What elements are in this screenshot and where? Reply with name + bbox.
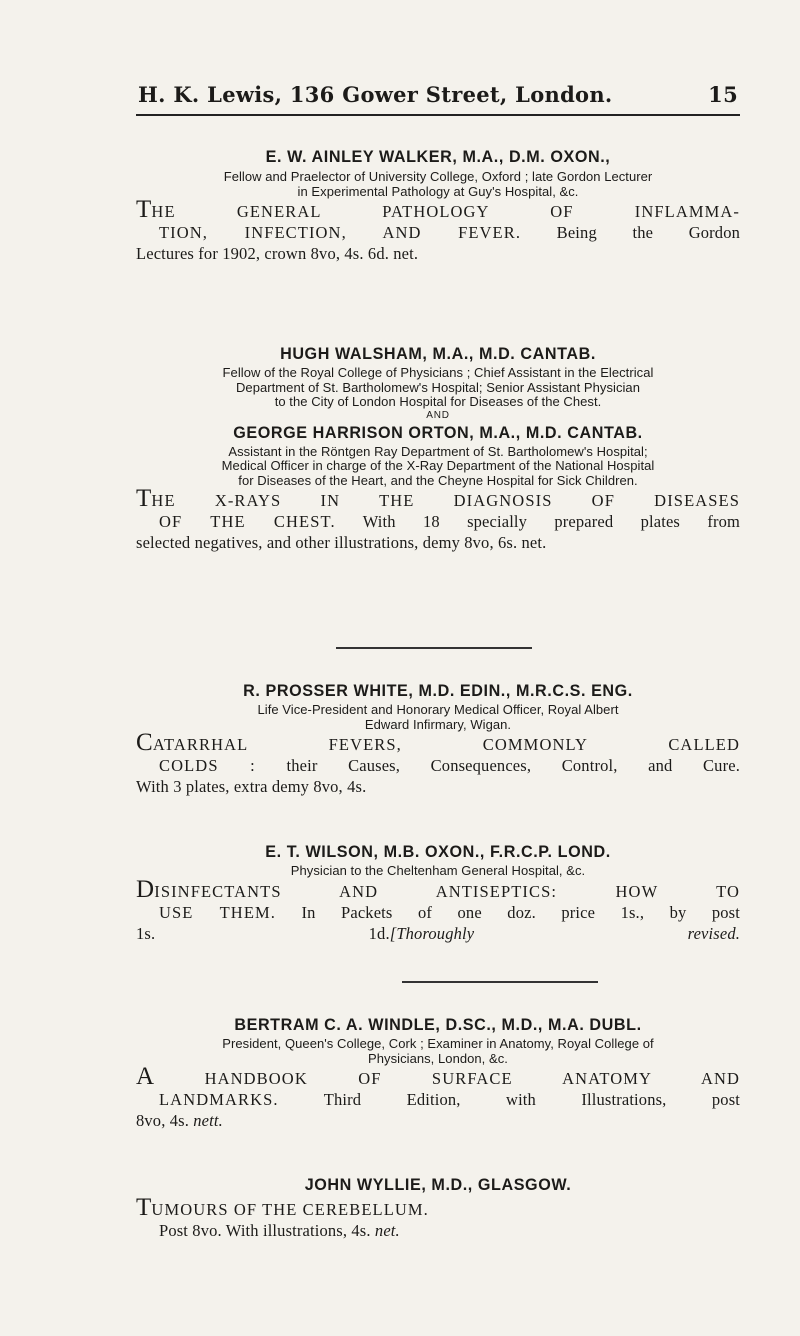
book-note: their Causes, Consequences, Control, and Cure. <box>255 756 740 775</box>
book-title: HE X-RAYS IN THE DIAGNOSIS OF DISEASES <box>151 491 740 510</box>
drop-initial: T <box>136 1194 152 1221</box>
co-author-name: GEORGE HARRISON ORTON, M.A., M.D. CANTAB. <box>233 422 643 442</box>
author-credentials <box>136 703 740 732</box>
book-description <box>136 729 740 797</box>
author-name: E. W. AINLEY WALKER, M.A., D.M. OXON., <box>265 147 611 166</box>
credential-line: Physician to the Cheltenham General Hospital, &c. <box>290 863 586 878</box>
header-rule <box>136 114 740 116</box>
drop-initial: C <box>136 729 153 756</box>
credential-line: to the City of London Hospital for Diseases of the Chest. <box>274 394 602 409</box>
author-name: E. T. WILSON, M.B. OXON., F.R.C.P. LOND. <box>265 842 611 861</box>
book-note: With 18 specially prepared plates from <box>335 512 740 531</box>
publisher-line: H. K. Lewis, 136 Gower Street, London. <box>138 82 613 107</box>
book-detail: Post 8vo. With illustrations, 4s. <box>159 1221 371 1240</box>
author-name: BERTRAM C. A. WINDLE, D.SC., M.D., M.A. DUBL. <box>234 1015 642 1034</box>
book-title: HANDBOOK OF SURFACE ANATOMY AND <box>154 1069 740 1088</box>
book-title: ISINFECTANTS AND ANTISEPTICS: HOW TO <box>154 881 740 901</box>
book-title-cont: OF THE CHEST. <box>159 512 336 531</box>
book-description <box>136 196 740 264</box>
price-note: nett. <box>189 1111 223 1130</box>
book-description <box>136 1063 740 1131</box>
book-title: UMOURS OF THE CEREBELLUM. <box>151 1200 429 1219</box>
drop-initial: D <box>136 875 155 903</box>
co-author-credentials <box>136 445 740 489</box>
book-detail: 8vo, 4s. <box>136 1111 189 1130</box>
entry-walsham-orton <box>136 343 740 553</box>
book-title: HE GENERAL PATHOLOGY OF INFLAMMA- <box>151 202 740 221</box>
revision-note: [Thoroughly revised. <box>389 923 740 943</box>
author-name: HUGH WALSHAM, M.A., M.D. CANTAB. <box>280 344 596 363</box>
price-note: net. <box>370 1221 400 1240</box>
author-credentials <box>136 1037 740 1066</box>
book-note: In Packets of one doz. price 1s., by post <box>276 902 740 922</box>
entry-prosser-white <box>136 680 740 797</box>
drop-initial: T <box>136 485 152 512</box>
book-title-cont: TION, INFECTION, AND FEVER. <box>159 223 522 242</box>
book-title-cont: USE THEM. <box>159 902 276 922</box>
book-title: ATARRHAL FEVERS, COMMONLY CALLED <box>152 735 740 754</box>
entry-walker <box>136 146 740 264</box>
entry-wyllie <box>136 1174 740 1241</box>
book-description <box>136 1194 740 1241</box>
author-credentials <box>136 170 740 199</box>
drop-initial: T <box>136 196 152 223</box>
running-head <box>138 82 738 107</box>
book-title-cont: COLDS : <box>159 756 256 775</box>
credential-line: Medical Officer in charge of the X-Ray Department of the National Hospital <box>221 458 655 473</box>
section-divider <box>402 981 598 983</box>
credential-line: in Experimental Pathology at Guy's Hospital, &c. <box>297 183 579 199</box>
credential-line: Department of St. Bartholomew's Hospital; Senior Assistant Physician <box>235 379 640 395</box>
book-detail: 1s. 1d. <box>136 923 390 943</box>
credential-line: President, Queen's College, Cork ; Examiner in Anatomy, Royal College of <box>222 1036 654 1051</box>
entry-windle <box>136 1014 740 1131</box>
author-name: JOHN WYLLIE, M.D., GLASGOW. <box>304 1175 572 1194</box>
credential-line: Assistant in the Röntgen Ray Department of St. Bartholomew's Hospital; <box>228 443 648 459</box>
credential-line: Life Vice-President and Honorary Medical Officer, Royal Albert <box>257 702 619 717</box>
book-title-cont: LANDMARKS. <box>159 1090 279 1109</box>
book-note: Being the Gordon <box>521 223 740 242</box>
author-credentials <box>136 864 740 879</box>
book-description <box>136 485 740 553</box>
credential-line: Edward Infirmary, Wigan. <box>364 716 512 732</box>
book-description <box>136 875 740 944</box>
author-credentials <box>136 366 740 410</box>
book-note: Third Edition, with Illustrations, post <box>278 1090 740 1109</box>
credential-line: Physicians, London, &c. <box>368 1050 508 1066</box>
entry-wilson <box>136 841 740 944</box>
book-detail: selected negatives, and other illustrations, demy 8vo, 6s. net. <box>136 533 547 552</box>
credential-line: for Diseases of the Heart, and the Cheyne Hospital for Sick Children. <box>238 472 638 488</box>
credential-line: Fellow and Praelector of University College, Oxford ; late Gordon Lecturer <box>223 169 653 184</box>
drop-initial: A <box>136 1063 155 1090</box>
book-detail: Lectures for 1902, crown 8vo, 4s. 6d. net. <box>136 244 419 263</box>
section-divider <box>336 647 532 649</box>
author-name: R. PROSSER WHITE, M.D. EDIN., M.R.C.S. ENG. <box>243 681 633 700</box>
and-connector: AND <box>426 409 450 421</box>
page-number: 15 <box>708 82 738 107</box>
book-detail: With 3 plates, extra demy 8vo, 4s. <box>136 777 367 796</box>
credential-line: Fellow of the Royal College of Physicians ; Chief Assistant in the Electrical <box>222 365 654 380</box>
